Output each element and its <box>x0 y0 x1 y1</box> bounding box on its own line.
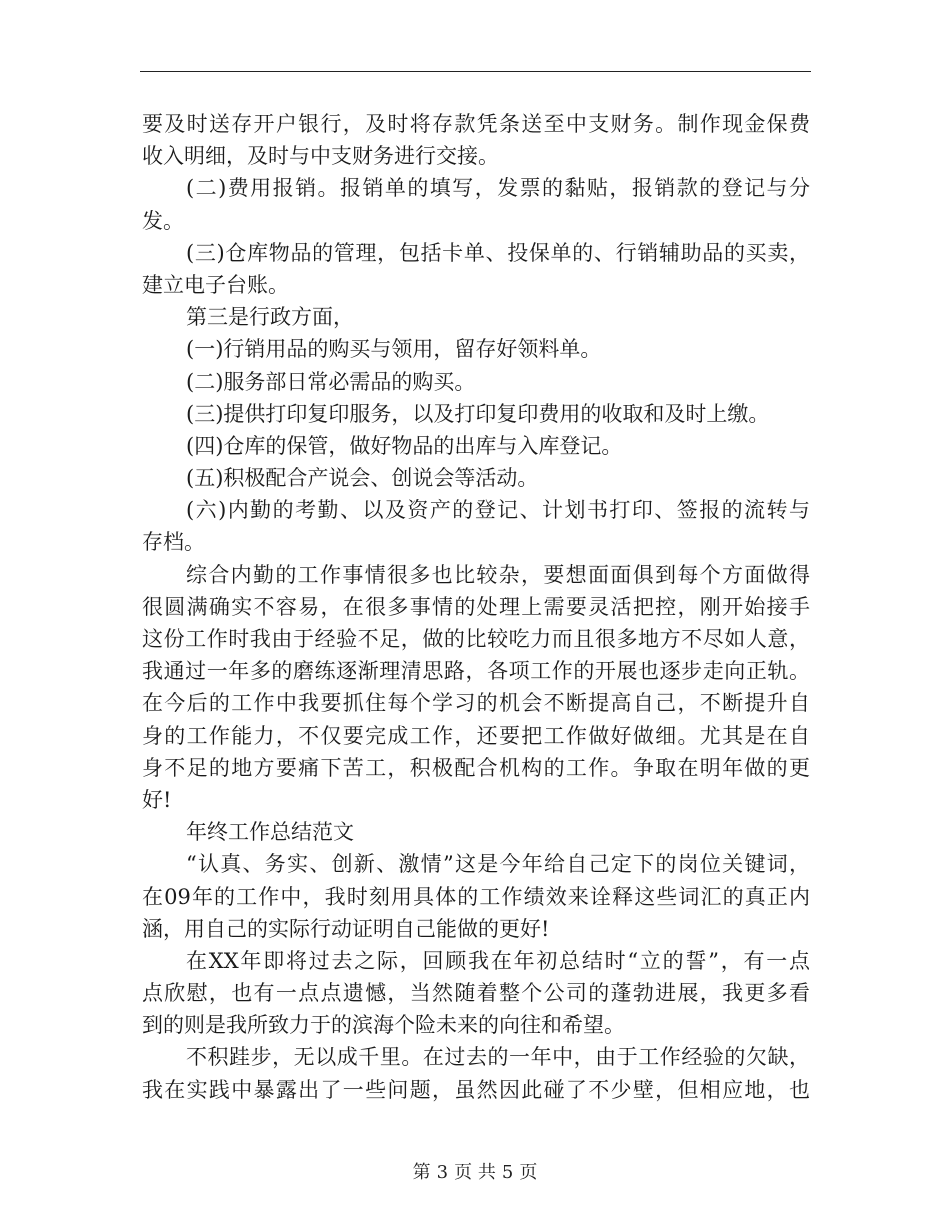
text-line: (三)仓库物品的管理，包括卡单、投保单的、行销辅助品的买卖， <box>186 240 810 265</box>
text-line: 在今后的工作中我要抓住每个学习的机会不断提高自己，不断提升自 <box>142 691 810 716</box>
text-line: 不积跬步，无以成千里。在过去的一年中，由于工作经验的欠缺， <box>186 1045 810 1070</box>
text-line: 很圆满确实不容易，在很多事情的处理上需要灵活把控，刚开始接手 <box>142 594 810 619</box>
text-line: 收入明细，及时与中支财务进行交接。 <box>142 144 499 169</box>
text-line: (二)服务部日常必需品的购买。 <box>186 369 476 394</box>
footer-total-pages: 5 <box>501 1162 514 1183</box>
text-line: 在XX年即将过去之际，回顾我在年初总结时“立的誓”，有一点 <box>186 948 810 973</box>
text-line: 身不足的地方要痛下苦工，积极配合机构的工作。争取在明年做的更 <box>142 755 810 780</box>
text-line: 建立电子台账。 <box>142 272 289 297</box>
footer-middle: 页 共 <box>454 1162 496 1183</box>
text-line: 我通过一年多的磨练逐渐理清思路，各项工作的开展也逐步走向正轨。 <box>142 659 810 684</box>
page-footer <box>0 1158 950 1184</box>
text-line: (三)提供打印复印服务，以及打印复印费用的收取和及时上缴。 <box>186 401 770 426</box>
footer-current-page: 3 <box>436 1162 449 1183</box>
document-body <box>142 108 810 1106</box>
text-line: 点欣慰，也有一点点遗憾，当然随着整个公司的蓬勃进展，我更多看 <box>142 981 810 1006</box>
text-line: (六)内勤的考勤、以及资产的登记、计划书打印、签报的流转与 <box>186 498 810 523</box>
text-line: 好! <box>142 787 172 812</box>
text-line: 要及时送存开户银行，及时将存款凭条送至中支财务。制作现金保费 <box>142 112 810 136</box>
text-line: 到的则是我所致力于的滨海个险未来的向往和希望。 <box>142 1013 625 1038</box>
text-line: 这份工作时我由于经验不足，做的比较吃力而且很多地方不尽如人意， <box>142 627 810 651</box>
text-line: “认真、务实、创新、激情”这是今年给自己定下的岗位关键词， <box>186 852 810 877</box>
header-rule <box>140 71 811 72</box>
text-line: (一)行销用品的购买与领用，留存好领料单。 <box>186 337 602 362</box>
text-line: 综合内勤的工作事情很多也比较杂，要想面面俱到每个方面做得 <box>186 562 810 587</box>
footer-prefix: 第 <box>412 1162 431 1183</box>
text-line: 在09年的工作中，我时刻用具体的工作绩效来诠释这些词汇的真正内 <box>142 884 810 909</box>
text-line: (四)仓库的保管，做好物品的出库与入库登记。 <box>186 433 623 458</box>
text-line: 身的工作能力，不仅要完成工作，还要把工作做好做细。尤其是在自 <box>142 723 810 748</box>
text-line: (二)费用报销。报销单的填写，发票的黏贴，报销款的登记与分 <box>186 176 810 201</box>
text-line: 年终工作总结范文 <box>186 820 354 845</box>
text-line: (五)积极配合产说会、创说会等活动。 <box>186 466 539 491</box>
text-line: 发。 <box>142 208 184 233</box>
text-line: 存档。 <box>142 530 205 555</box>
text-line: 我在实践中暴露出了一些问题，虽然因此碰了不少壁，但相应地，也 <box>142 1077 810 1102</box>
text-line: 第三是行政方面， <box>186 305 354 330</box>
footer-suffix: 页 <box>519 1162 538 1183</box>
text-line: 涵，用自己的实际行动证明自己能做的更好! <box>142 916 550 941</box>
